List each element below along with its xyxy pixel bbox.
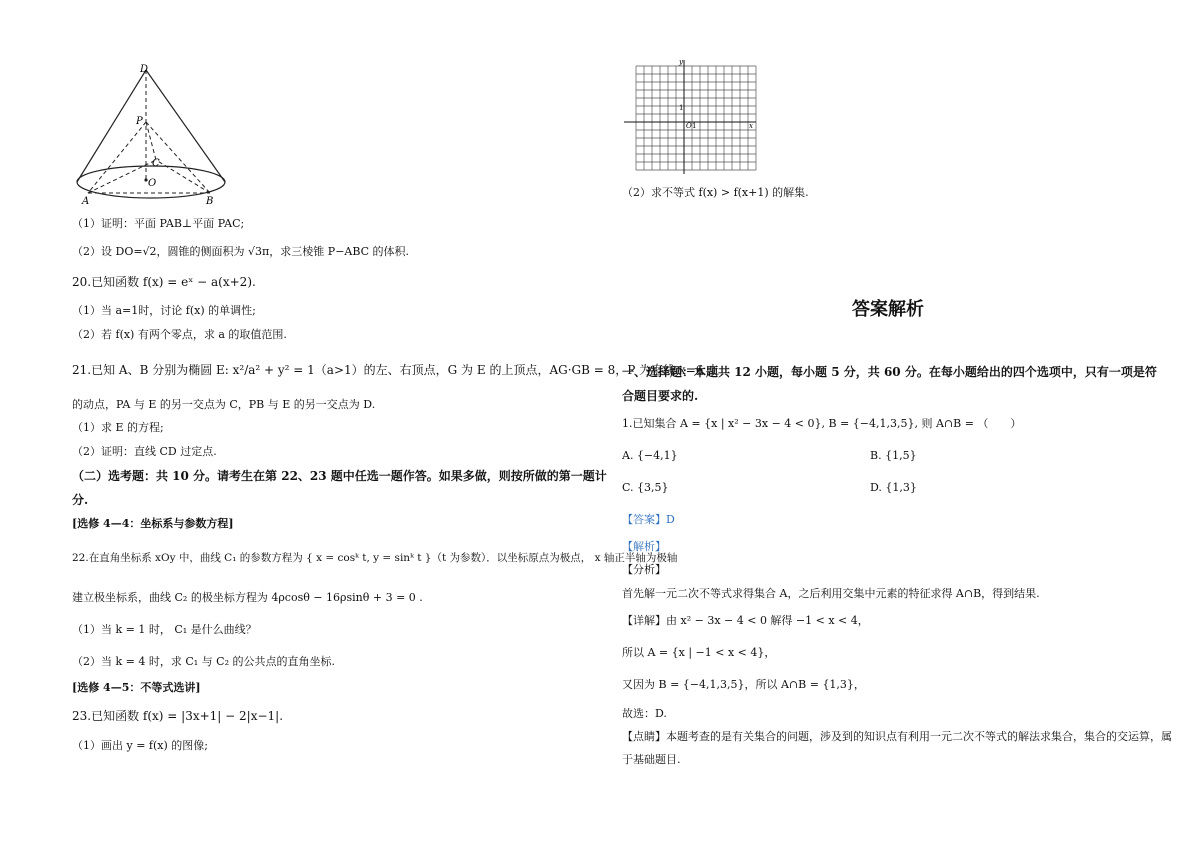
detail-line2: 所以 A = {x | −1 < x < 4}， bbox=[622, 646, 776, 659]
answer-title: 答案解析 bbox=[852, 299, 924, 320]
coordinate-grid bbox=[622, 58, 762, 178]
q20-part1: （1）当 a=1时，讨论 f(x) 的单调性; bbox=[72, 304, 256, 317]
q23-part2: （2）求不等式 f(x) > f(x+1) 的解集. bbox=[622, 186, 809, 199]
option-d: D. {1,3} bbox=[870, 481, 917, 494]
grid-label-1: 1 bbox=[679, 104, 684, 112]
label-D: D bbox=[140, 64, 149, 75]
remark-line1: 【点睛】本题考查的是有关集合的问题，涉及到的知识点有利用一元二次不等式的解法求集合，集合的交运算，属 bbox=[622, 730, 1172, 743]
label-O: O bbox=[148, 178, 157, 189]
q21-stem-line1: 21.已知 A、B 分别为椭圆 E: x²/a² + y² = 1（a>1）的左、右顶点，G 为 E 的上顶点，AG·GB = 8，P 为直线 x=6 上 bbox=[72, 363, 720, 377]
label-C: C bbox=[152, 158, 160, 169]
q1-stem: 1.已知集合 A = {x | x² − 3x − 4 < 0}, B = {−4,1,3,5}, 则 A∩B = （ ） bbox=[622, 417, 1022, 430]
q19-part1: （1）证明：平面 PAB⊥平面 PAC; bbox=[72, 217, 245, 230]
q21-part2: （2）证明：直线 CD 过定点. bbox=[72, 445, 217, 458]
option-a: A. {−4,1} bbox=[622, 449, 678, 462]
grid-label-1x: 1 bbox=[692, 122, 697, 130]
q21-part1: （1）求 E 的方程; bbox=[72, 421, 164, 434]
answer-tag: 【答案】D bbox=[622, 513, 675, 526]
q22-stem-line1: 22.在直角坐标系 xOy 中，曲线 C₁ 的参数方程为 { x = cosᵏ t, y = sinᵏ t }（t 为参数）．以坐标原点为极点， x 轴正半轴为极轴 bbox=[72, 552, 678, 564]
q22-part1: （1）当 k = 1 时， C₁ 是什么曲线？ bbox=[72, 623, 257, 636]
q19-part2: （2）设 DO=√2，圆锥的侧面积为 √3π，求三棱锥 P−ABC 的体积. bbox=[72, 245, 410, 258]
label-A: A bbox=[82, 196, 90, 207]
fenxi-tag: 【分析】 bbox=[622, 563, 666, 576]
cone-figure bbox=[72, 62, 242, 207]
detail-line3: 又因为 B = {−4,1,3,5}，所以 A∩B = {1,3}， bbox=[622, 678, 865, 691]
option-b: B. {1,5} bbox=[870, 449, 917, 462]
q20-stem: 20.已知函数 f(x) = eˣ − a(x+2). bbox=[72, 275, 256, 289]
label-B: B bbox=[206, 196, 214, 207]
fenxi-text: 首先解一元二次不等式求得集合 A，之后利用交集中元素的特征求得 A∩B，得到结果. bbox=[622, 587, 1040, 600]
label-P: P bbox=[136, 116, 143, 127]
q20-part2: （2）若 f(x) 有两个零点，求 a 的取值范围. bbox=[72, 328, 287, 341]
analysis-tag: 【解析】 bbox=[622, 540, 666, 553]
q21-stem-line2: 的动点，PA 与 E 的另一交点为 C，PB 与 E 的另一交点为 D. bbox=[72, 398, 376, 411]
q22-stem-line2: 建立极坐标系，曲线 C₂ 的极坐标方程为 4ρcosθ − 16ρsinθ + 3 = 0 . bbox=[72, 591, 423, 604]
section1-heading-line1: 一、选择题：本题共 12 小题，每小题 5 分，共 60 分。在每小题给出的四个选项中，只有一项是符 bbox=[622, 365, 1157, 379]
q23-stem: 23.已知函数 f(x) = |3x+1| − 2|x−1|. bbox=[72, 709, 284, 723]
section1-heading-line2: 合题目要求的. bbox=[622, 389, 699, 403]
grid-label-y: y bbox=[679, 58, 683, 66]
q22-part2: （2）当 k = 4 时，求 C₁ 与 C₂ 的公共点的直角坐标. bbox=[72, 655, 335, 668]
section2-heading-line2: 分. bbox=[72, 493, 89, 507]
remark-line2: 于基础题目. bbox=[622, 753, 681, 766]
detail-line1: 【详解】由 x² − 3x − 4 < 0 解得 −1 < x < 4， bbox=[622, 614, 869, 627]
grid-label-x: x bbox=[749, 122, 753, 130]
section2-heading-line1: （二）选考题：共 10 分。请考生在第 22、23 题中任选一题作答。如果多做，则按所做的第一题计 bbox=[72, 469, 607, 483]
option-c: C. {3,5} bbox=[622, 481, 669, 494]
elective-4-4-heading: [选修 4—4：坐标系与参数方程] bbox=[72, 517, 234, 530]
q23-part1: （1）画出 y = f(x) 的图像; bbox=[72, 739, 208, 752]
elective-4-5-heading: [选修 4—5：不等式选讲] bbox=[72, 681, 201, 694]
grid-label-O: O bbox=[686, 122, 692, 130]
choose-d: 故选：D. bbox=[622, 707, 667, 720]
